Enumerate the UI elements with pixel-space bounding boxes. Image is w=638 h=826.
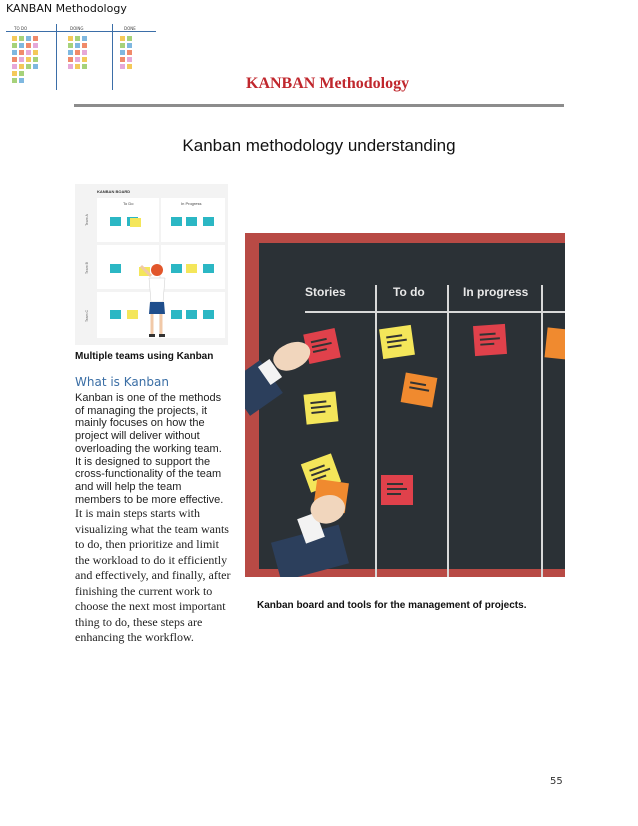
image-caption: Kanban board and tools for the management of projects. <box>257 600 527 611</box>
sticky-note <box>171 217 182 226</box>
thumbnail-note <box>127 57 132 62</box>
sticky-note <box>473 324 507 356</box>
thumbnail-note <box>127 43 132 48</box>
body-paragraph: Kanban is one of the methods of managing the projects, it mainly focuses on how the project will deliver without overloading the working team. It is designed to support the cross-functionality of the team and will help the team members to be more effective. <box>75 392 224 506</box>
thumbnail-note <box>82 43 87 48</box>
sticky-note <box>203 264 214 273</box>
image-caption: Multiple teams using Kanban <box>75 351 214 362</box>
sticky-note <box>304 391 339 424</box>
page-number: 55 <box>550 776 563 787</box>
thumbnail-note <box>82 64 87 69</box>
board-divider <box>447 285 449 577</box>
thumbnail-note <box>120 36 125 41</box>
thumbnail-note <box>33 64 38 69</box>
thumbnail-note <box>120 43 125 48</box>
board-divider <box>541 285 543 577</box>
board-divider <box>305 311 565 313</box>
thumbnail-note <box>12 36 17 41</box>
thumbnail-note <box>19 71 24 76</box>
thumbnail-note <box>19 64 24 69</box>
thumbnail-note <box>33 43 38 48</box>
board-column-label: To do <box>393 285 425 299</box>
thumbnail-note <box>75 57 80 62</box>
thumbnail-note <box>75 43 80 48</box>
thumbnail-note <box>82 50 87 55</box>
header-rule <box>74 104 564 107</box>
sticky-note <box>379 325 415 359</box>
thumbnail-divider <box>112 24 113 90</box>
kanban-board-image <box>245 233 565 577</box>
thumbnail-note <box>12 43 17 48</box>
thumbnail-column-label: DOING <box>70 26 84 31</box>
thumbnail-note <box>68 64 73 69</box>
board-column-label: To Do <box>123 201 134 206</box>
board-column-label: In Progress <box>181 201 202 206</box>
thumbnail-divider <box>6 31 156 32</box>
board-divider <box>375 285 377 577</box>
thumbnail-note <box>75 36 80 41</box>
sticky-note <box>203 310 214 319</box>
thumbnail-note <box>19 36 24 41</box>
sticky-note <box>381 475 413 505</box>
sticky-note <box>110 310 121 319</box>
thumbnail-column-label: DONE <box>124 26 136 31</box>
thumbnail-note <box>19 43 24 48</box>
sticky-note <box>186 310 197 319</box>
board-title: KANBAN BOARD <box>97 189 131 194</box>
multiple-teams-board-image <box>75 184 228 345</box>
thumbnail-note <box>120 50 125 55</box>
board-column-label: In progress <box>463 285 529 299</box>
thumbnail-note <box>26 50 31 55</box>
thumbnail-note <box>19 78 24 83</box>
thumbnail-note <box>26 43 31 48</box>
thumbnail-note <box>127 36 132 41</box>
thumbnail-note <box>68 57 73 62</box>
thumbnail-note <box>127 64 132 69</box>
thumbnail-divider <box>56 24 57 90</box>
what-is-kanban-heading: What is Kanban <box>75 375 169 389</box>
section-heading: Kanban methodology understanding <box>182 136 456 155</box>
thumbnail-note <box>12 78 17 83</box>
thumbnail-note <box>26 57 31 62</box>
running-header: KANBAN Methodology <box>6 2 127 15</box>
thumbnail-note <box>12 57 17 62</box>
sticky-note <box>186 217 197 226</box>
thumbnail-note <box>127 50 132 55</box>
thumbnail-note <box>68 36 73 41</box>
thumbnail-note <box>120 57 125 62</box>
header-title: KANBAN Methodology <box>246 75 410 92</box>
board-row-label: Team C <box>85 309 90 323</box>
thumbnail-column-label: TO DO <box>14 26 28 31</box>
thumbnail-note <box>26 36 31 41</box>
header-thumbnail <box>6 2 156 92</box>
thumbnail-note <box>82 57 87 62</box>
sticky-note <box>303 328 341 364</box>
thumbnail-note <box>19 50 24 55</box>
sticky-note <box>203 217 214 226</box>
thumbnail-note <box>33 50 38 55</box>
thumbnail-note <box>75 50 80 55</box>
board-column-label: Stories <box>305 285 346 299</box>
board-row-label: Team B <box>84 262 89 274</box>
thumbnail-note <box>12 71 17 76</box>
sticky-note <box>130 218 141 227</box>
thumbnail-note <box>68 50 73 55</box>
body-paragraph: It is main steps starts with visualizing what the team wants to do, then prioritize and limit the workload to do it efficiently and effectively, and finally, after finishing the current work to choose the next most important thing to do, these steps are enhancing the workflow. <box>75 506 231 644</box>
sticky-note <box>186 264 197 273</box>
thumbnail-note <box>120 64 125 69</box>
thumbnail-note <box>12 50 17 55</box>
thumbnail-note <box>33 57 38 62</box>
thumbnail-board-image <box>6 26 156 92</box>
person-illustration <box>135 262 175 342</box>
thumbnail-note <box>19 57 24 62</box>
sticky-note <box>545 327 565 360</box>
thumbnail-note <box>75 64 80 69</box>
sticky-note <box>401 372 438 407</box>
sticky-note <box>110 217 121 226</box>
thumbnail-note <box>82 36 87 41</box>
thumbnail-note <box>68 43 73 48</box>
thumbnail-note <box>12 64 17 69</box>
board-row-label: Team A <box>84 214 89 226</box>
thumbnail-note <box>33 36 38 41</box>
sticky-note <box>110 264 121 273</box>
thumbnail-note <box>26 64 31 69</box>
